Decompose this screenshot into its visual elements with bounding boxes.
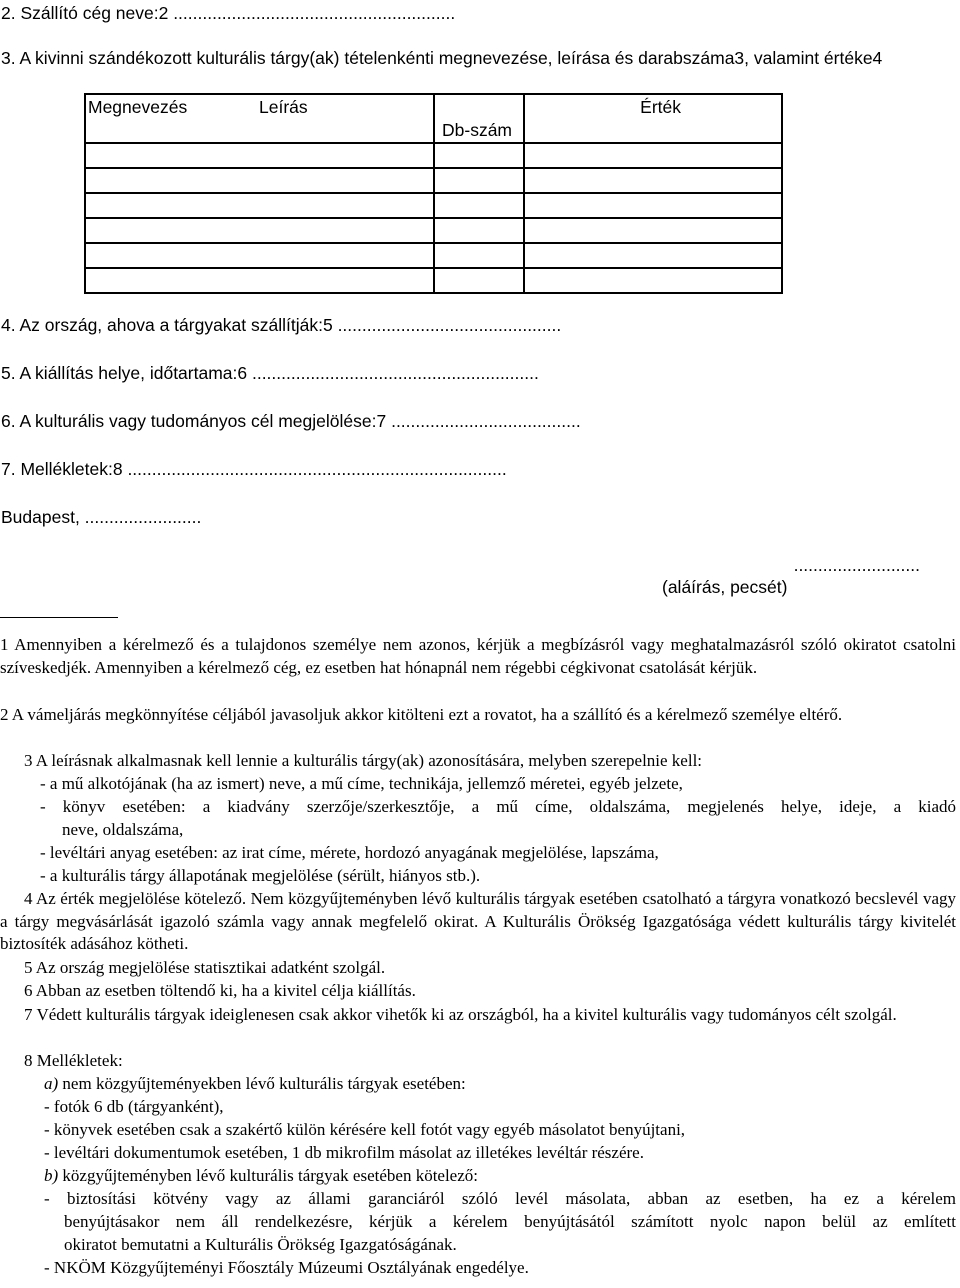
- header-cell-count: [434, 94, 524, 143]
- header-cell-name-description: [85, 94, 434, 143]
- table-row: [85, 143, 782, 168]
- header-cell-value: [524, 94, 782, 143]
- signature-label: (aláírás, pecsét): [662, 577, 788, 597]
- footnote-1: 1 Amennyiben a kérelmező és a tulajdonos személye nem azonos, kérjük a megbízásról vagy meghatalmazásról szóló okiratot csatolni szíveskedjék. Amennyiben a kérelmező cég, ez esetben hat hónapnál nem régebbi cégkivonat csatolását kérjük.: [0, 635, 956, 677]
- header-count: Db-szám: [442, 120, 513, 140]
- table-cell[interactable]: [434, 143, 524, 168]
- footnote-8a-text: nem közgyűjteményekben lévő kulturális tárgyak esetében:: [58, 1074, 466, 1093]
- table-row: [85, 243, 782, 268]
- footnote-8b-item-cont: okiratot bemutatni a Kulturális Örökség Igazgatóságának.: [64, 1235, 457, 1254]
- table-cell[interactable]: [85, 218, 434, 243]
- footnote-3-item: - levéltári anyag esetében: az irat címe, mérete, hordozó anyagának megjelölése, lapszáma,: [40, 843, 659, 862]
- footnote-8b-label: b): [44, 1166, 59, 1185]
- footnote-6: 6 Abban az esetben töltendő ki, ha a kivitel célja kiállítás.: [24, 981, 416, 1000]
- footnote-3-item: - könyv esetében: a kiadvány szerzője/szerkesztője, a mű címe, oldalszáma, megjelenés helye, ideje, a kiadó: [40, 797, 956, 816]
- footnote-3-item: - a kulturális tárgy állapotának megjelölése (sérült, hiányos stb.).: [40, 866, 481, 885]
- footnote-4: 4 Az érték megjelölése kötelező. Nem közgyűjteményben lévő kulturális tárgyak esetében csatolható a tárgyra vonatkozó becslevél vagy a tárgy megvásárlását igazoló számla vagy annak megfelelő okirat. A Kulturális Örökség Igazgatósága védett kulturális tárgy kivitelét biztosíték adásához kötheti.: [0, 889, 956, 954]
- footnote-separator: [0, 617, 118, 618]
- items-description-heading: 3. A kivinni szándékozott kulturális tárgy(ak) tételenkénti megnevezése, leírása és darabszáma3, valamint értéke4: [1, 48, 883, 68]
- table-row: [85, 168, 782, 193]
- table-cell[interactable]: [524, 268, 782, 293]
- table-cell[interactable]: [434, 268, 524, 293]
- header-value: Érték: [640, 97, 681, 117]
- signature-dots: ..........................: [793, 555, 920, 575]
- table-row: [85, 193, 782, 218]
- table-row: [85, 218, 782, 243]
- footnote-8a-item: - levéltári dokumentumok esetében, 1 db mikrofilm másolat az illetékes levéltár részére.: [44, 1143, 644, 1162]
- footnote-3-item: - a mű alkotójának (ha az ismert) neve, a mű címe, technikája, jellemző méretei, egyéb jelzete,: [40, 774, 683, 793]
- footnote-8: 8 Mellékletek:: [24, 1051, 123, 1070]
- footnote-8a-item: - könyvek esetében csak a szakértő külön kérésére kell fotót vagy egyéb másolatot benyújtani,: [44, 1120, 686, 1139]
- destination-country-line: 4. Az ország, ahova a tárgyakat szállítják:5 ..............................................: [1, 315, 562, 335]
- footnote-8b-item-cont: benyújtásakor nem áll rendelkezésre, kérjük a kérelem benyújtásától számított nyolc napon belül az említett: [64, 1212, 956, 1231]
- table-cell[interactable]: [85, 243, 434, 268]
- place-date-line: Budapest, ........................: [1, 507, 202, 527]
- table-cell[interactable]: [85, 193, 434, 218]
- header-description: Leírás: [259, 97, 308, 117]
- table-cell[interactable]: [434, 193, 524, 218]
- table-cell[interactable]: [524, 143, 782, 168]
- footnote-3-item: neve, oldalszáma,: [62, 820, 184, 839]
- footnote-8b: [44, 1165, 478, 1188]
- table-cell[interactable]: [524, 218, 782, 243]
- table-cell[interactable]: [524, 168, 782, 193]
- footnote-8b-item: - biztosítási kötvény vagy az állami garanciáról szóló levél másolata, abban az esetben, ha ez a kérelem: [44, 1189, 956, 1208]
- table-cell[interactable]: [85, 143, 434, 168]
- table-cell[interactable]: [434, 168, 524, 193]
- table-cell[interactable]: [85, 268, 434, 293]
- footnote-2: 2 A vámeljárás megkönnyítése céljából javasoljuk akkor kitölteni ezt a rovatot, ha a szállító és a kérelmező személye eltérő.: [0, 705, 843, 724]
- table-row: [85, 268, 782, 293]
- footnote-8a-label: a): [44, 1074, 59, 1093]
- header-name: Megnevezés: [88, 97, 188, 117]
- exhibition-place-line: 5. A kiállítás helye, időtartama:6 ...........................................................: [1, 363, 539, 383]
- attachments-line: 7. Mellékletek:8 ..............................................................................: [1, 459, 507, 479]
- footnote-3: 3 A leírásnak alkalmasnak kell lennie a kulturális tárgy(ak) azonosítására, melyben szerepelnie kell:: [24, 751, 703, 770]
- table-cell[interactable]: [434, 218, 524, 243]
- footnote-5: 5 Az ország megjelölése statisztikai adatként szolgál.: [24, 958, 386, 977]
- items-table: [84, 93, 783, 294]
- table-cell[interactable]: [524, 243, 782, 268]
- shipper-name-line: 2. Szállító cég neve:2 ..........................................................: [1, 3, 456, 23]
- table-cell[interactable]: [524, 193, 782, 218]
- footnote-8a-item: - fotók 6 db (tárgyanként),: [44, 1097, 224, 1116]
- table-cell[interactable]: [434, 243, 524, 268]
- table-cell[interactable]: [85, 168, 434, 193]
- footnote-8a: [44, 1073, 466, 1096]
- purpose-line: 6. A kulturális vagy tudományos cél megjelölése:7 .......................................: [1, 411, 581, 431]
- footnote-8b-item: - NKÖM Közgyűjteményi Főosztály Múzeumi Osztályának engedélye.: [44, 1258, 529, 1277]
- footnote-8b-text: közgyűjteményben lévő kulturális tárgyak esetében kötelező:: [58, 1166, 479, 1185]
- footnote-7: 7 Védett kulturális tárgyak ideiglenesen csak akkor vihetők ki az országból, ha a kivitel kulturális vagy tudományos célt szolgál.: [24, 1005, 897, 1024]
